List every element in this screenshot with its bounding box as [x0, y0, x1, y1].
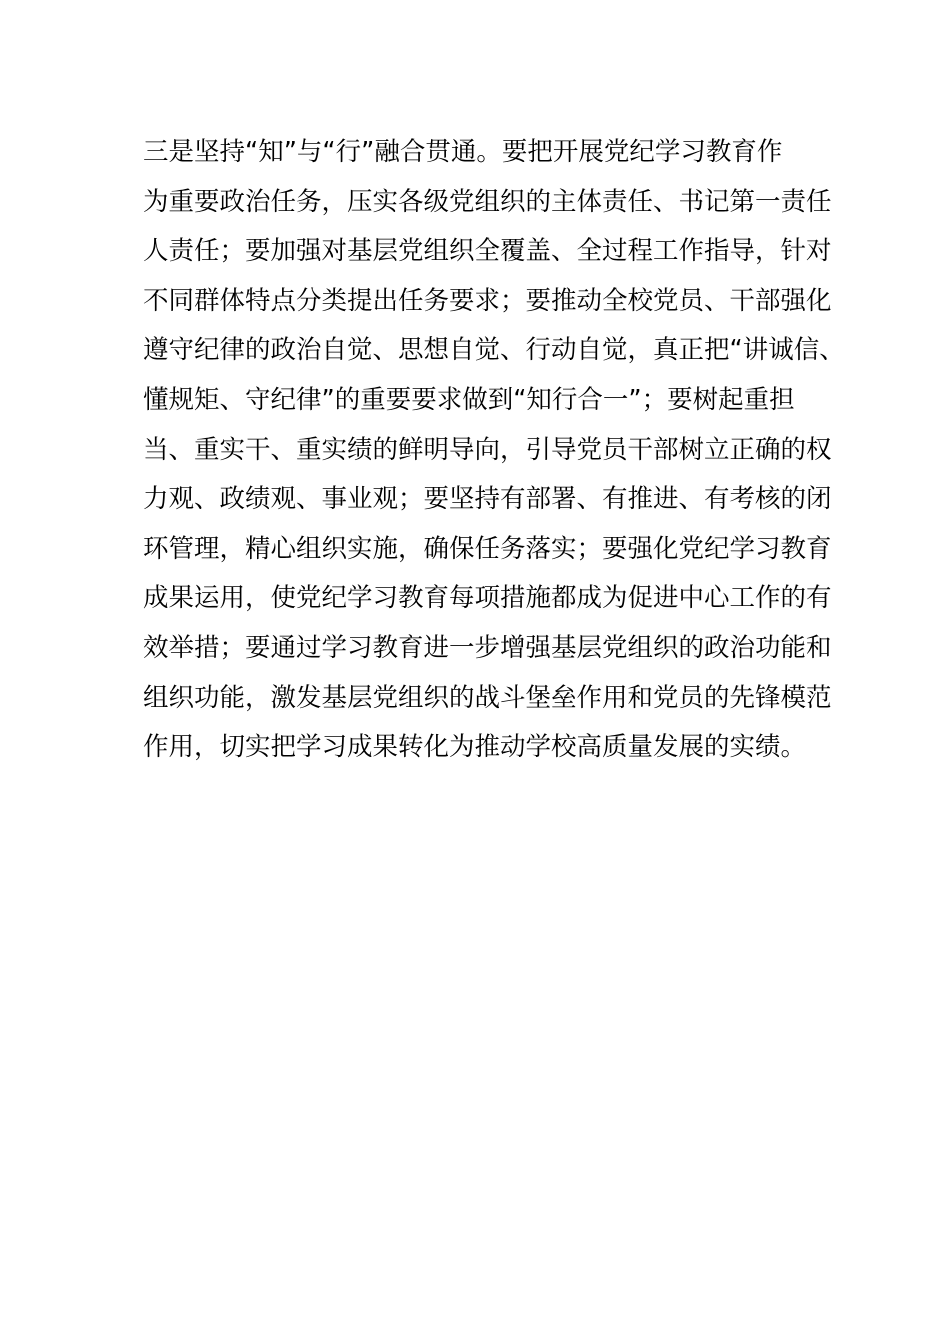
paragraph-line-2: 为重要政治任务，压实各级党组织的主体责任、书记第一责任	[143, 186, 832, 217]
body-paragraph	[143, 128, 843, 773]
paragraph-line-10: 成果运用，使党纪学习教育每项措施都成为促进中心工作的有	[143, 583, 832, 614]
paragraph-line-8: 力观、政绩观、事业观；要坚持有部署、有推进、有考核的闭	[143, 484, 832, 515]
paragraph-line-6: 懂规矩、守纪律”的重要要求做到“知行合一”；要树起重担	[143, 384, 795, 415]
paragraph-line-3: 人责任；要加强对基层党组织全覆盖、全过程工作指导，针对	[143, 236, 832, 267]
paragraph-line-4: 不同群体特点分类提出任务要求；要推动全校党员、干部强化	[143, 285, 832, 316]
paragraph-line-1: 三是坚持“知”与“行”融合贯通。要把开展党纪学习教育作	[143, 137, 783, 167]
paragraph-line-9: 环管理，精心组织实施，确保任务落实；要强化党纪学习教育	[143, 533, 832, 564]
paragraph-line-12: 组织功能，激发基层党组织的战斗堡垒作用和党员的先锋模范	[143, 682, 832, 713]
paragraph-line-5: 遵守纪律的政治自觉、思想自觉、行动自觉，真正把“讲诚信、	[143, 335, 845, 366]
paragraph-line-13: 作用，切实把学习成果转化为推动学校高质量发展的实绩。	[143, 732, 807, 763]
paragraph-line-11: 效举措；要通过学习教育进一步增强基层党组织的政治功能和	[143, 632, 832, 663]
paragraph-line-7: 当、重实干、重实绩的鲜明导向，引导党员干部树立正确的权	[143, 434, 832, 465]
